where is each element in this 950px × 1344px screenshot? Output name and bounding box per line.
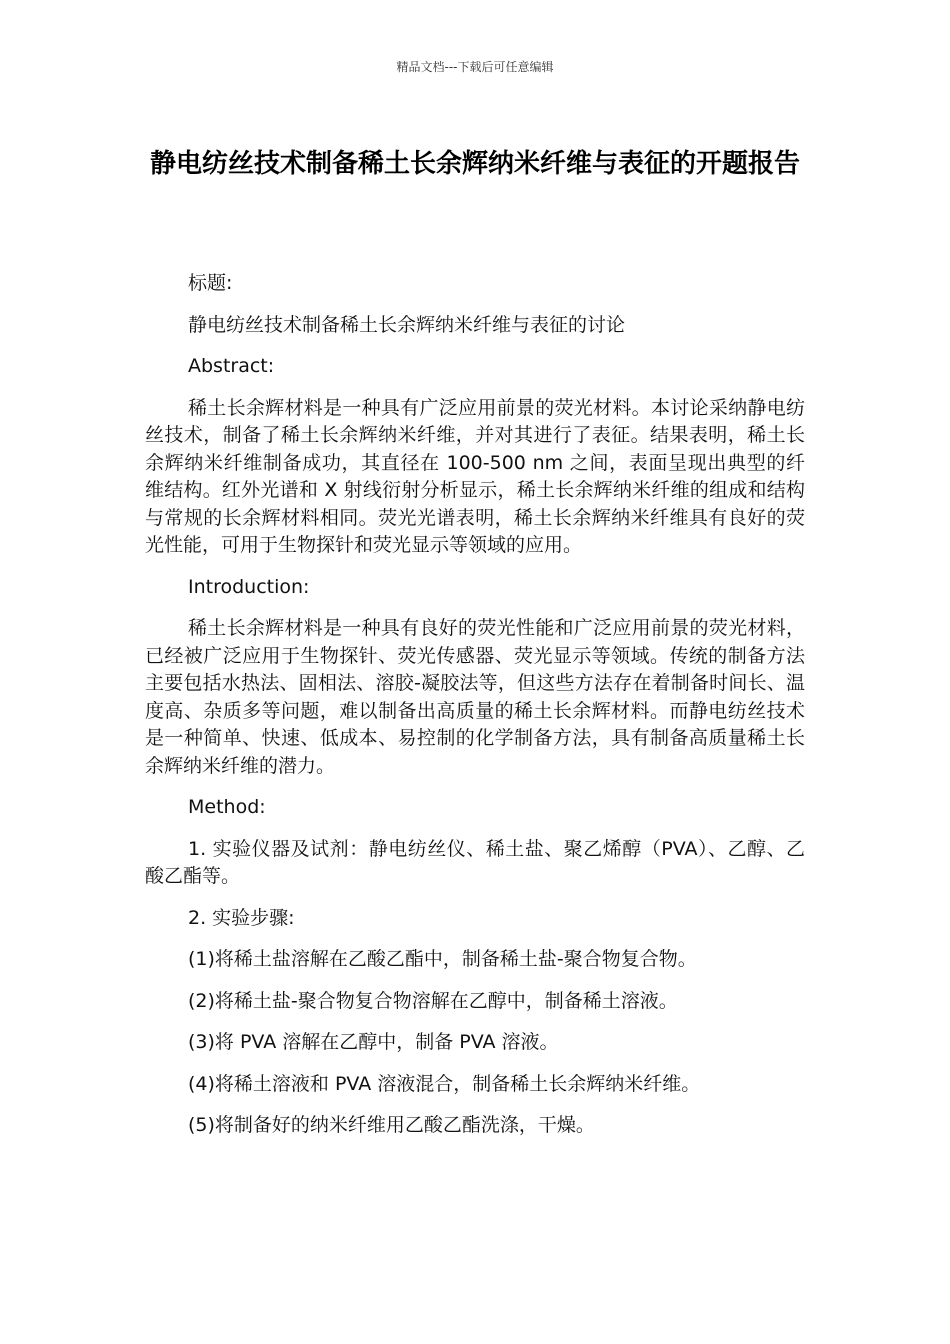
header-watermark: 精品文档---下载后可任意编辑 (396, 60, 554, 74)
method-item-2: 2. 实验步骤: (188, 906, 295, 929)
introduction-label: Introduction: (188, 575, 310, 598)
method-step: (1)将稀土盐溶解在乙酸乙酯中，制备稀土盐-聚合物复合物。 (188, 948, 697, 970)
method-item-1: 1. 实验仪器及试剂：静电纺丝仪、稀土盐、聚乙烯醇（PVA）、乙醇、乙酸乙酯等。 (145, 837, 805, 887)
abstract-paragraph: 稀土长余辉材料是一种具有广泛应用前景的荧光材料。本讨论采纳静电纺丝技术，制备了稀土长余辉纳米纤维，并对其进行了表征。结果表明，稀土长余辉纳米纤维制备成功，其直径在 100-500 nm 之间，表面呈现出典型的纤维结构。红外光谱和 X 射线衍射分析显示，稀土长余辉纳米纤维的组成和结构与常规的长余辉材料相同。荧光光谱表明，稀土长余辉纳米纤维具有良好的荧光性能，可用于生物探针和荧光显示等领域的应用。 (145, 396, 805, 556)
introduction-paragraph: 稀土长余辉材料是一种具有良好的荧光性能和广泛应用前景的荧光材料，已经被广泛应用于生物探针、荧光传感器、荧光显示等领域。传统的制备方法主要包括水热法、固相法、溶胶-凝胶法等，但这些方法存在着制备时间长、温度高、杂质多等问题，难以制备出高质量的稀土长余辉材料。而静电纺丝技术是一种简单、快速、低成本、易控制的化学制备方法，具有制备高质量稀土长余辉纳米纤维的潜力。 (145, 617, 805, 777)
method-label: Method: (188, 796, 266, 818)
method-step: (5)将制备好的纳米纤维用乙酸乙酯洗涤，干燥。 (188, 1114, 595, 1136)
title-label: 标题: (188, 272, 233, 294)
document-body (145, 270, 805, 1154)
method-step: (4)将稀土溶液和 PVA 溶液混合，制备稀土长余辉纳米纤维。 (188, 1072, 701, 1095)
method-step: (2)将稀土盐-聚合物复合物溶解在乙醇中，制备稀土溶液。 (188, 989, 678, 1012)
abstract-label: Abstract: (188, 355, 275, 377)
title-text: 静电纺丝技术制备稀土长余辉纳米纤维与表征的讨论 (188, 313, 626, 336)
document-title: 静电纺丝技术制备稀土长余辉纳米纤维与表征的开题报告 (149, 149, 800, 179)
method-step: (3)将 PVA 溶解在乙醇中，制备 PVA 溶液。 (188, 1031, 559, 1053)
